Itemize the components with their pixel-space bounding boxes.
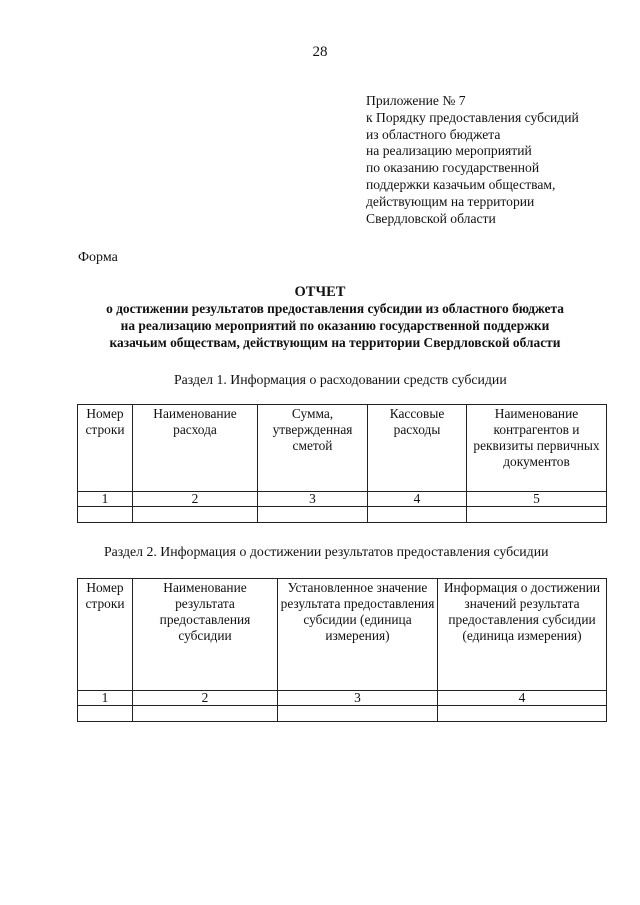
header-cell: Номер строки: [78, 405, 133, 492]
header-cell: Наименование контрагентов и реквизиты первичных документов: [467, 405, 607, 492]
form-label: Форма: [78, 250, 118, 265]
results-table: [77, 578, 607, 722]
table-row: [78, 706, 607, 722]
column-number: 1: [78, 691, 133, 706]
subtitle-line: о достижении результатов предоставления субсидии из областного бюджета: [106, 301, 564, 316]
column-number: 1: [78, 492, 133, 507]
empty-cell: [258, 507, 368, 523]
column-number-row: [78, 691, 607, 706]
column-number: 5: [467, 492, 607, 507]
expenses-table: [77, 404, 607, 523]
appendix-line: к Порядку предоставления субсидий: [366, 109, 579, 125]
empty-cell: [438, 706, 607, 722]
header-cell: Установленное значение результата предоставления субсидии (единица измерения): [278, 579, 438, 691]
column-number: 2: [133, 691, 278, 706]
appendix-line: Свердловской области: [366, 210, 496, 226]
header-cell: Кассовые расходы: [368, 405, 467, 492]
header-cell: Сумма, утвержденная сметой: [258, 405, 368, 492]
document-title: ОТЧЕТ: [294, 284, 346, 300]
empty-cell: [278, 706, 438, 722]
appendix-line: Приложение № 7: [366, 93, 466, 108]
appendix-line: на реализацию мероприятий: [366, 143, 532, 159]
empty-cell: [78, 507, 133, 523]
header-cell: Номер строки: [78, 579, 133, 691]
section2-title: Раздел 2. Информация о достижении результатов предоставления субсидии: [104, 544, 549, 559]
appendix-line: из областного бюджета: [366, 126, 501, 142]
empty-cell: [133, 706, 278, 722]
header-cell: Наименование результата предоставления субсидии: [133, 579, 278, 691]
table-header-row: [78, 405, 607, 492]
column-number: 3: [258, 492, 368, 507]
empty-cell: [133, 507, 258, 523]
table-row: [78, 507, 607, 523]
appendix-line: по оказанию государственной: [366, 160, 540, 176]
column-number-row: [78, 492, 607, 507]
empty-cell: [368, 507, 467, 523]
page-number: 28: [312, 44, 328, 60]
header-cell: Информация о достижении значений результата предоставления субсидии (единица измерения): [438, 579, 607, 691]
column-number: 2: [133, 492, 258, 507]
subtitle-line: казачьим обществам, действующим на территории Свердловской области: [109, 334, 561, 350]
appendix-line: поддержки казачьим обществам,: [366, 176, 556, 192]
column-number: 4: [368, 492, 467, 507]
column-number: 4: [438, 691, 607, 706]
empty-cell: [467, 507, 607, 523]
table-header-row: [78, 579, 607, 691]
document-subtitle: [70, 301, 600, 351]
appendix-block: [366, 93, 636, 227]
empty-cell: [78, 706, 133, 722]
subtitle-line: на реализацию мероприятий по оказанию государственной поддержки: [120, 317, 550, 333]
column-number: 3: [278, 691, 438, 706]
appendix-line: действующим на территории: [366, 193, 535, 209]
header-cell: Наименование расхода: [133, 405, 258, 492]
section1-title: Раздел 1. Информация о расходовании средств субсидии: [174, 372, 507, 387]
